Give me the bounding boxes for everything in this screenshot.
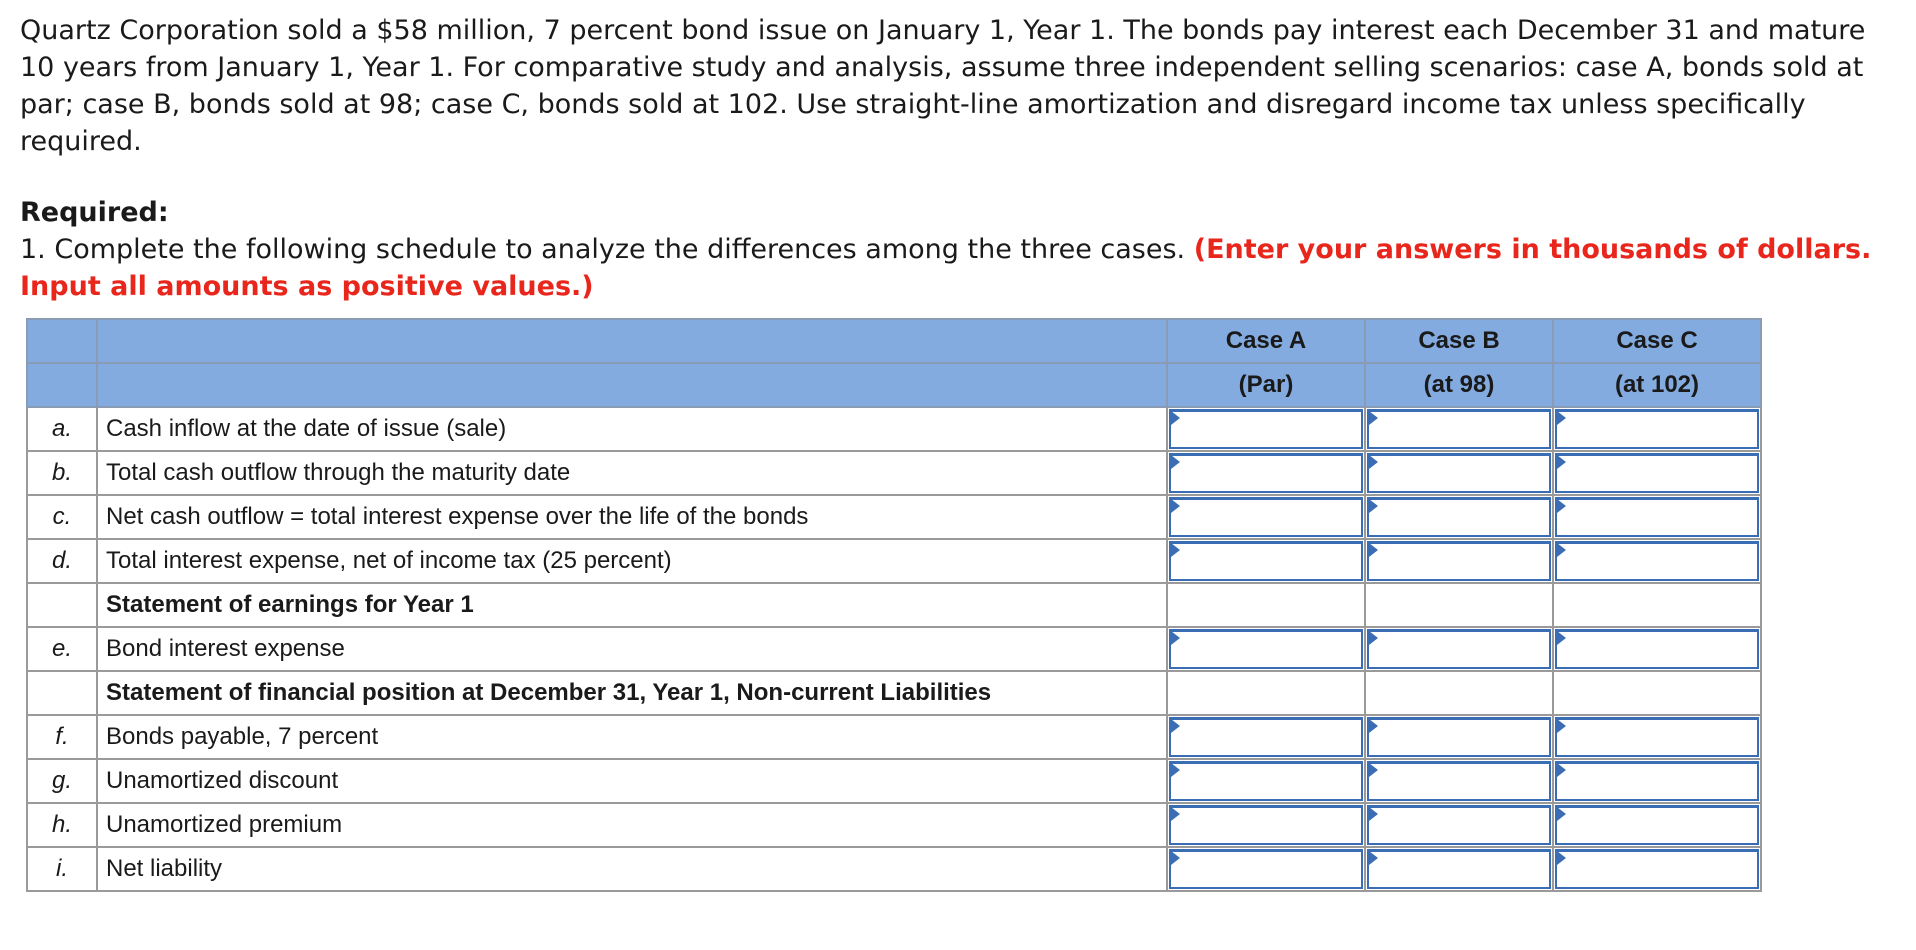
row-letter: d.: [27, 539, 97, 583]
table-row: [27, 495, 1761, 539]
cell-case-c: [1553, 803, 1761, 847]
cell-case-a: [1167, 847, 1365, 891]
table-section-row: [27, 583, 1761, 627]
row-label: Net cash outflow = total interest expense over the life of the bonds: [97, 495, 1167, 539]
answer-input-case-c[interactable]: [1555, 805, 1759, 845]
answer-input-case-a[interactable]: [1169, 805, 1363, 845]
answer-input-case-c[interactable]: [1555, 497, 1759, 537]
answer-input-case-a[interactable]: [1169, 717, 1363, 757]
answer-input-case-c[interactable]: [1555, 409, 1759, 449]
table-row: [27, 407, 1761, 451]
cell-case-a: [1167, 671, 1365, 715]
cell-case-c: [1553, 759, 1761, 803]
answer-input-case-b[interactable]: [1367, 717, 1551, 757]
table-row: [27, 539, 1761, 583]
answer-input-case-b[interactable]: [1367, 409, 1551, 449]
answer-input-case-c[interactable]: [1555, 849, 1759, 889]
row-label: Total interest expense, net of income tax (25 percent): [97, 539, 1167, 583]
row-letter: b.: [27, 451, 97, 495]
cell-case-a: [1167, 759, 1365, 803]
row-letter: [27, 583, 97, 627]
cell-case-c: [1553, 627, 1761, 671]
row-letter: e.: [27, 627, 97, 671]
cell-case-a: [1167, 451, 1365, 495]
table-row: [27, 847, 1761, 891]
row-label: Net liability: [97, 847, 1167, 891]
cell-case-b: [1365, 847, 1553, 891]
required-heading: Required:: [20, 197, 169, 228]
answer-input-case-a[interactable]: [1169, 629, 1363, 669]
header-blank: [27, 363, 97, 407]
table-row: [27, 759, 1761, 803]
answer-input-case-a[interactable]: [1169, 497, 1363, 537]
row-label: Unamortized discount: [97, 759, 1167, 803]
header-blank: [27, 319, 97, 363]
table-header-row: [27, 363, 1761, 407]
section-heading: Statement of financial position at December 31, Year 1, Non-current Liabilities: [97, 671, 1167, 715]
table-row: [27, 715, 1761, 759]
answer-input-case-a[interactable]: [1169, 849, 1363, 889]
answer-input-case-c[interactable]: [1555, 541, 1759, 581]
cell-case-a: [1167, 407, 1365, 451]
table-row: [27, 451, 1761, 495]
answer-input-case-b[interactable]: [1367, 629, 1551, 669]
cell-case-a: [1167, 583, 1365, 627]
header-case-b: (at 98): [1365, 363, 1553, 407]
table-header-row: [27, 319, 1761, 363]
cell-case-c: [1553, 539, 1761, 583]
row-label: Bond interest expense: [97, 627, 1167, 671]
cell-case-a: [1167, 715, 1365, 759]
answer-input-case-a[interactable]: [1169, 761, 1363, 801]
cell-case-b: [1365, 803, 1553, 847]
instruction-note: (Enter your answers in thousands of dollars. Input all amounts as positive values.): [20, 234, 1872, 302]
cell-case-c: [1553, 583, 1761, 627]
cell-case-b: [1365, 495, 1553, 539]
header-case-c: Case C: [1553, 319, 1761, 363]
row-letter: c.: [27, 495, 97, 539]
answer-input-case-a[interactable]: [1169, 541, 1363, 581]
answer-input-case-a[interactable]: [1169, 409, 1363, 449]
answer-input-case-b[interactable]: [1367, 761, 1551, 801]
row-letter: h.: [27, 803, 97, 847]
header-blank: [97, 319, 1167, 363]
answer-input-case-b[interactable]: [1367, 541, 1551, 581]
row-letter: i.: [27, 847, 97, 891]
cell-case-b: [1365, 715, 1553, 759]
answer-input-case-b[interactable]: [1367, 805, 1551, 845]
table-row: [27, 803, 1761, 847]
header-case-b: Case B: [1365, 319, 1553, 363]
instruction-main: 1. Complete the following schedule to analyze the differences among the three cases.: [20, 234, 1186, 265]
row-letter: f.: [27, 715, 97, 759]
answer-input-case-b[interactable]: [1367, 453, 1551, 493]
cell-case-a: [1167, 627, 1365, 671]
table-section-row: [27, 671, 1761, 715]
instruction-text: [20, 231, 1900, 305]
header-blank: [97, 363, 1167, 407]
row-label: Unamortized premium: [97, 803, 1167, 847]
answer-input-case-c[interactable]: [1555, 453, 1759, 493]
cell-case-b: [1365, 759, 1553, 803]
row-letter: a.: [27, 407, 97, 451]
cell-case-c: [1553, 451, 1761, 495]
cell-case-b: [1365, 671, 1553, 715]
answer-input-case-c[interactable]: [1555, 717, 1759, 757]
cell-case-b: [1365, 451, 1553, 495]
answer-input-case-b[interactable]: [1367, 497, 1551, 537]
cell-case-a: [1167, 803, 1365, 847]
problem-paragraph: Quartz Corporation sold a $58 million, 7 percent bond issue on January 1, Year 1. The bonds pay interest each December 31 and mature 10 years from January 1, Year 1. For comparative study and analysis, assume three independent selling scenarios: case A, bonds sold at par; case B, bonds sold at 98; case C, bonds sold at 102. Use straight-line amortization and disregard income tax unless specifically required.: [20, 15, 1866, 157]
cell-case-b: [1365, 583, 1553, 627]
row-label: Bonds payable, 7 percent: [97, 715, 1167, 759]
row-label: Cash inflow at the date of issue (sale): [97, 407, 1167, 451]
cell-case-a: [1167, 495, 1365, 539]
cell-case-a: [1167, 539, 1365, 583]
cell-case-b: [1365, 627, 1553, 671]
answer-input-case-c[interactable]: [1555, 629, 1759, 669]
cell-case-c: [1553, 715, 1761, 759]
cell-case-c: [1553, 671, 1761, 715]
cell-case-c: [1553, 495, 1761, 539]
row-letter: g.: [27, 759, 97, 803]
cell-case-b: [1365, 539, 1553, 583]
row-label: Total cash outflow through the maturity date: [97, 451, 1167, 495]
table-row: [27, 627, 1761, 671]
header-case-c: (at 102): [1553, 363, 1761, 407]
header-case-a: (Par): [1167, 363, 1365, 407]
problem-statement: [20, 12, 1900, 305]
answer-input-case-c[interactable]: [1555, 761, 1759, 801]
cell-case-b: [1365, 407, 1553, 451]
cell-case-c: [1553, 847, 1761, 891]
answer-input-case-b[interactable]: [1367, 849, 1551, 889]
analysis-schedule-table: [26, 318, 1762, 892]
cell-case-c: [1553, 407, 1761, 451]
section-heading: Statement of earnings for Year 1: [97, 583, 1167, 627]
header-case-a: Case A: [1167, 319, 1365, 363]
row-letter: [27, 671, 97, 715]
answer-input-case-a[interactable]: [1169, 453, 1363, 493]
